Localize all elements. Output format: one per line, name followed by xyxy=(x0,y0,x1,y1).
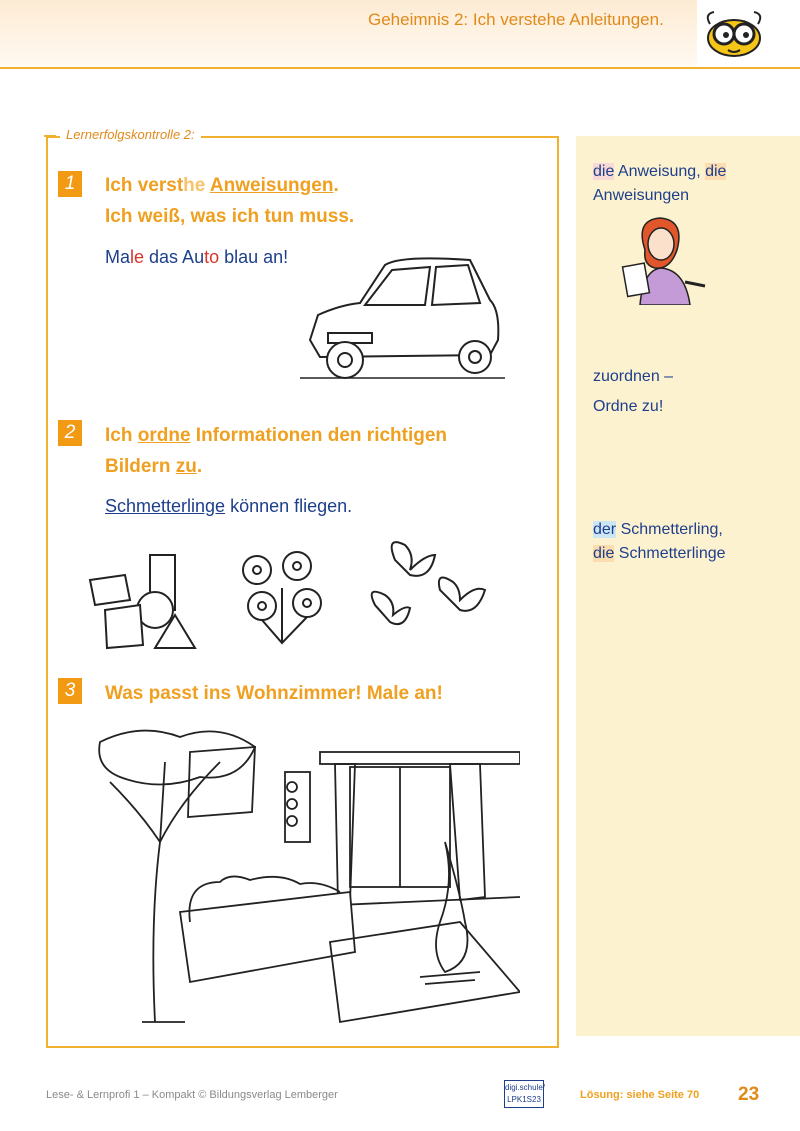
task-2-heading: Ich ordne Informationen den richtigen Bildern zu. xyxy=(105,425,448,477)
digi-schule-link[interactable]: digi.schule/ LPK1S23 xyxy=(504,1080,544,1108)
butterflies-illustration[interactable] xyxy=(365,530,495,650)
glasses-mascot-icon xyxy=(700,6,766,60)
footer-copyright: Lese- & Lernprofi 1 – Kompakt © Bildungsverlag Lemberger xyxy=(46,1089,338,1101)
task-number-1: 1 xyxy=(58,171,82,197)
flowers-illustration[interactable] xyxy=(232,548,342,648)
living-room-illustration[interactable] xyxy=(80,722,520,1037)
task-1-sentence: Male das Auto blau an! xyxy=(105,247,289,267)
task-number-3: 3 xyxy=(58,678,82,704)
sidebar-vocab-zuordnen: zuordnen – Ordne zu! xyxy=(593,368,674,415)
task-2-sentence: Schmetterlinge können fliegen. xyxy=(105,496,353,516)
sidebar-vocab-schmetterling: der Schmetterling, die Schmetterlinge xyxy=(593,521,726,562)
frame-legend: Lernerfolgskontrolle 2: xyxy=(60,127,201,142)
blocks-illustration[interactable] xyxy=(85,550,205,655)
page-title: Geheimnis 2: Ich verstehe Anleitungen. xyxy=(368,10,664,29)
page-number: 23 xyxy=(738,1084,760,1105)
task-number-2: 2 xyxy=(58,420,82,446)
solution-reference: Lösung: siehe Seite 70 xyxy=(580,1089,700,1101)
sidebar-vocab-anweisung: die Anweisung, die Anweisungen xyxy=(593,163,727,204)
task-3-heading: Was passt ins Wohnzimmer! Male an! xyxy=(105,683,443,704)
teacher-illustration xyxy=(615,210,710,305)
header-divider xyxy=(0,67,800,69)
task-1-heading: Ich versthe Anweisungen. Ich weiß, was ich tun muss. xyxy=(105,175,355,227)
car-illustration[interactable] xyxy=(300,245,510,385)
